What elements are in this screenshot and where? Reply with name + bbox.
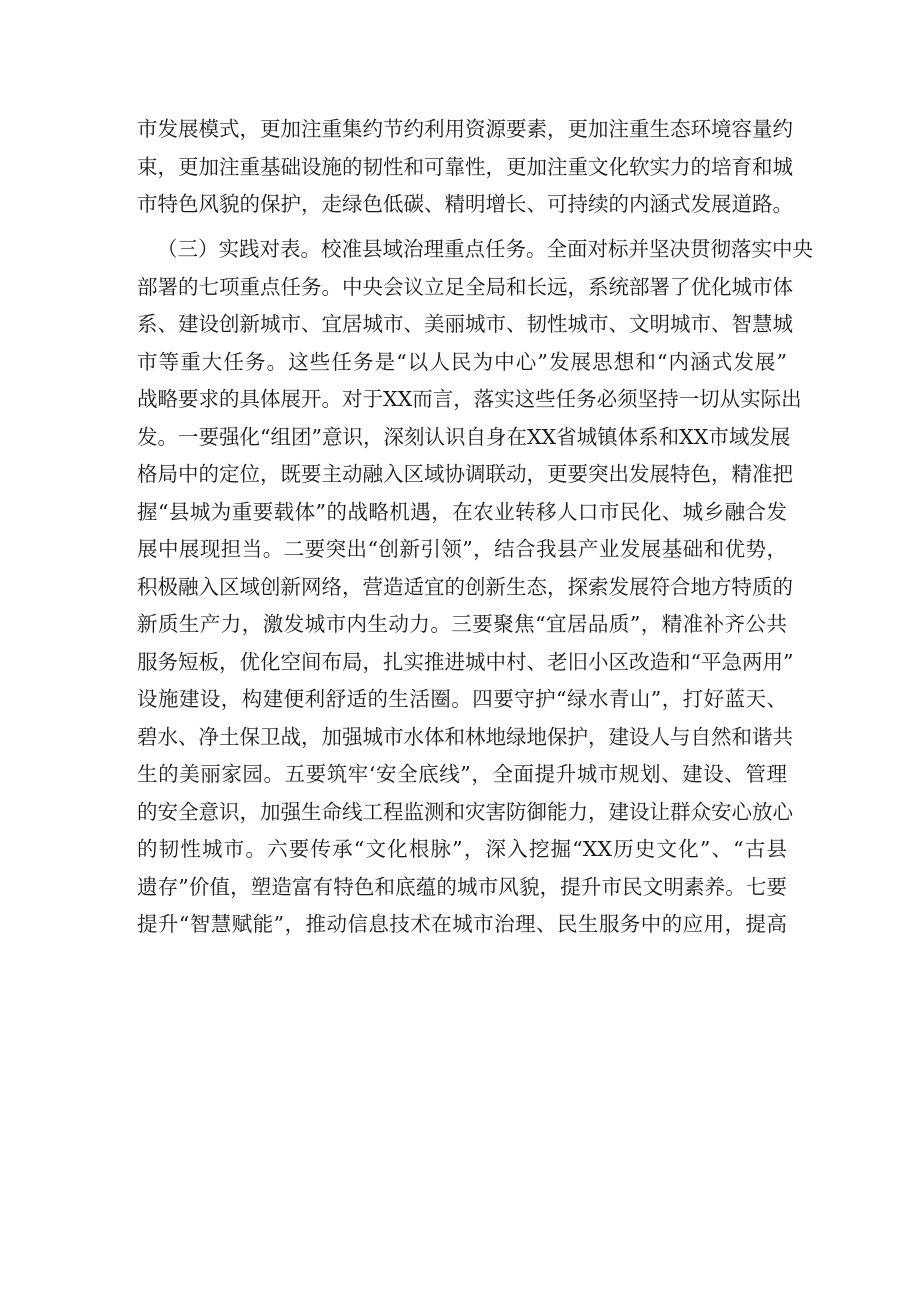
text-line: 发。一要强化“组团”意识，深刻认识自身在XX省城镇体系和XX市域发展 [137, 424, 791, 449]
text-line: 展中展现担当。二要突出“创新引领”，结合我县产业发展基础和优势， [137, 537, 787, 561]
text-line: 的韧性城市。六要传承“文化根脉”，深入挖掘“XX历史文化”、“古县 [137, 837, 787, 861]
text-line: 市特色风貌的保护，走绿色低碳、精明增长、可持续的内涵式发展道路。 [137, 192, 793, 216]
section-heading-line: （三）实践对表。校准县域治理重点任务。全面对标并坚决贯彻落实中央 [157, 237, 813, 261]
text-line: 市发展模式，更加注重集约节约利用资源要素，更加注重生态环境容量约 [137, 117, 793, 141]
text-line: 束，更加注重基础设施的韧性和可靠性，更加注重文化软实力的培育和城 [137, 154, 793, 179]
text-line: 生的美丽家园。五要筑牢‘安全底线”，全面提升城市规划、建设、管理 [137, 762, 787, 786]
text-line: 部署的七项重点任务。中央会议立足全局和长远，系统部署了优化城市体 [137, 274, 793, 299]
text-line: 遗存”价值，塑造富有特色和底蕴的城市风貌，提升市民文明素养。七要 [137, 874, 787, 899]
paragraph-urban-development [137, 111, 793, 224]
text-line: 新质生产力，激发城市内生动力。三要聚焦“宜居品质”，精准补齐公共 [137, 612, 787, 636]
text-line: 系、建设创新城市、宜居城市、美丽城市、韧性城市、文明城市、智慧城 [137, 312, 793, 336]
text-line: 握“县城为重要载体”的战略机遇，在农业转移人口市民化、城乡融合发 [137, 499, 787, 524]
paragraph-practice-tasks [137, 231, 813, 944]
text-line: 提升“智慧赋能”，推动信息技术在城市治理、民生服务中的应用，提高 [137, 912, 787, 936]
text-line: 战略要求的具体展开。对于XX而言，落实这些任务必须坚持一切从实际出 [137, 387, 802, 411]
text-line: 服务短板，优化空间布局，扎实推进城中村、老旧小区改造和“平急两用” [137, 649, 794, 674]
text-line: 碧水、净土保卫战，加强城市水体和林地绿地保护，建设人与自然和谐共 [137, 724, 793, 749]
text-line: 市等重大任务。这些任务是“以人民为中心”发展思想和“内涵式发展” [137, 349, 787, 374]
text-line: 设施建设，构建便利舒适的生活圈。四要守护“绿水青山”，打好蓝天、 [137, 687, 787, 711]
text-line: 格局中的定位，既要主动融入区域协调联动，更要突出发展特色，精准把 [137, 462, 793, 486]
text-line: 积极融入区域创新网络，营造适宜的创新生态，探索发展符合地方特质的 [137, 574, 793, 599]
text-line: 的安全意识，加强生命线工程监测和灾害防御能力，建设让群众安心放心 [137, 799, 793, 824]
